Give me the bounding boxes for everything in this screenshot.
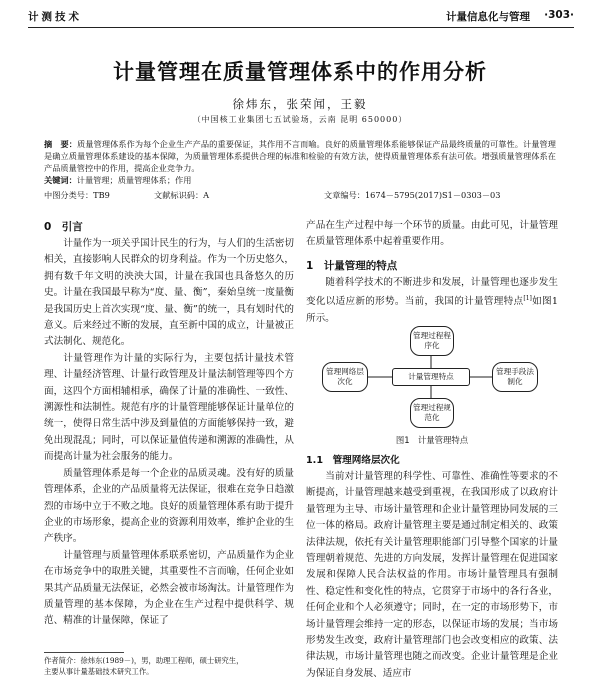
header-rule	[28, 27, 574, 28]
keywords-label: 关键词：	[44, 175, 77, 185]
article-title: 计量管理在质量管理体系中的作用分析	[113, 60, 487, 84]
diagram-node-bottom: 管理过程规范化	[410, 398, 454, 428]
right-column-bottom	[306, 452, 558, 682]
authors: 徐炜东，张荣闻，王毅	[232, 97, 368, 111]
figure-1-diagram	[320, 322, 540, 434]
author-footnote	[44, 655, 299, 677]
article-number: 文章编号：1674－5795(2017)S1－0303－03	[324, 190, 501, 200]
section-heading-introduction: 0 引言	[44, 221, 83, 233]
abstract	[44, 138, 556, 175]
paragraph-text: 随着科学技术的不断进步和发展，计量管理也逐步发生变化以适应新的形势。当前，我国的计量管理特点	[306, 276, 558, 308]
keywords-text: 计量管理；质量管理体系；作用	[76, 175, 192, 185]
paragraph-tail: 如图1所示。	[306, 296, 559, 324]
page-number: ·303·	[544, 9, 574, 21]
abstract-text: 质量管理体系作为每个企业生产产品的重要保证，其作用不言而喻。良好的质量管理体系能够保证产品最终质量的可靠性。计量管理是确立质量管理体系建设的基本保障，为质量管理体系提供合理的标准和检验的有效方法，使得质量管理体系有法可依。增强质量管理体系在产品质量管控中的作用，提高企业竞争力。	[44, 139, 556, 174]
keywords	[44, 175, 556, 186]
paragraph: 产品在生产过程中每一个环节的质量。由此可见，计量管理在质量管理体系中起着重要作用。	[306, 220, 558, 248]
running-header	[28, 9, 574, 25]
paragraph: 当前对计量管理的科学性、可靠性、准确性等要求的不断提高，计量管理越来越受到重视，在我国形成了以政府计量管理为主导、市场计量管理和企业计量管理协同发展的三位一体的格局。政府计量管理主要是通过制定相关的、政策法律法规，依托有关计量管理职能部门引导整个国家的计量管理朝着规范、先进的方向发展，发挥计量管理在促进国家发展和保障人民合法权益的作用。市场计量管理具有强制性、稳定性和变化性的特点，它贯穿于市场中的各行各业，任何企业和个人必须遵守；同时，在一定的市场形势下，市场计量管理会维持一定的形态，以保证市场的发展；当市场形势发生改变，政府计量管理部门也会改变相应的政策、法律法规，市场计量管理也随之而改变。企业计量管理是企业为保证自身发展、适应市	[306, 471, 558, 679]
section-heading-1-1: 1.1 管理网络层次化	[306, 455, 400, 466]
figure-caption: 图1 计量管理特点	[395, 435, 469, 445]
abstract-label: 摘 要：	[44, 139, 78, 149]
journal-name: 计测技术	[28, 11, 82, 23]
diagram-node-right: 管理手段法制化	[492, 362, 538, 392]
left-column	[44, 218, 294, 630]
footnote-line: 主要从事计量基础技术研究工作。	[44, 667, 154, 676]
affiliation: （中国核工业集团七五试验场，云南 昆明 650000）	[192, 115, 408, 124]
paragraph: 计量作为一项关乎国计民生的行为，与人们的生活密切相关，直接影响人民群众的切身利益。作为一个历史悠久，拥有数千年文明的泱泱大国，计量在我国也具备悠久的历史。计量在我国最早称为“度、量、衡”，秦始皇统一度量衡是我国历史上首次实现“度、量、衡”的统一，具有划时代的意义。后来经过不断的发展，直至新中国的成立，计量被正式法制化、规范化。	[44, 238, 294, 348]
section-heading-1: 1 计量管理的特点	[306, 259, 398, 272]
right-column-top	[306, 218, 558, 327]
diagram-node-top: 管理过程程序化	[410, 326, 454, 356]
footnote-line: 作者简介：徐炜东(1989－)，男，助理工程师，硕士研究生，	[44, 656, 244, 665]
clc-number: 中图分类号：TB9	[44, 190, 110, 200]
citation: [1]	[523, 295, 532, 303]
diagram-node-left: 管理网络层次化	[322, 362, 368, 392]
section-name: 计量信息化与管理	[446, 11, 530, 23]
paragraph: 计量管理与质量管理体系联系密切，产品质量作为企业在市场竞争中的取胜关键，其重要性不言而喻，任何企业如果其产品质量无法保证，必然会被市场淘汰。计量管理作为质量管理的基本保障，为企业在生产过程中提供科学、规范、精准的计量保障，保证了	[44, 549, 294, 627]
document-code: 文献标识码：A	[154, 190, 210, 200]
diagram-node-center: 计量管理特点	[392, 368, 470, 386]
paragraph: 计量管理作为计量的实际行为，主要包括计量技术管理、计量经济管理、计量行政管理及计量法制管理等四个方面，这四个方面相辅相承，确保了计量的准确性、一致性、溯源性和法制性。规范有序的计量管理能够保证计量单位的统一，使得日常生活中涉及到量值的方面能够保持一致，避免出现混乱；同时，可以保证量值传递和溯源的准确性，从而提高计量为社会服务的能力。	[44, 352, 294, 463]
paragraph: 质量管理体系是每一个企业的品质灵魂。没有好的质量管理体系，企业的产品质量将无法保证，很难在竞争日趋激烈的市场中立于不败之地。良好的质量管理体系有助于提升企业的市场形象，提高企业的资源利用效率，维护企业的生产秩序。	[44, 467, 294, 545]
footnote-rule	[44, 652, 124, 653]
paragraph	[306, 275, 558, 327]
